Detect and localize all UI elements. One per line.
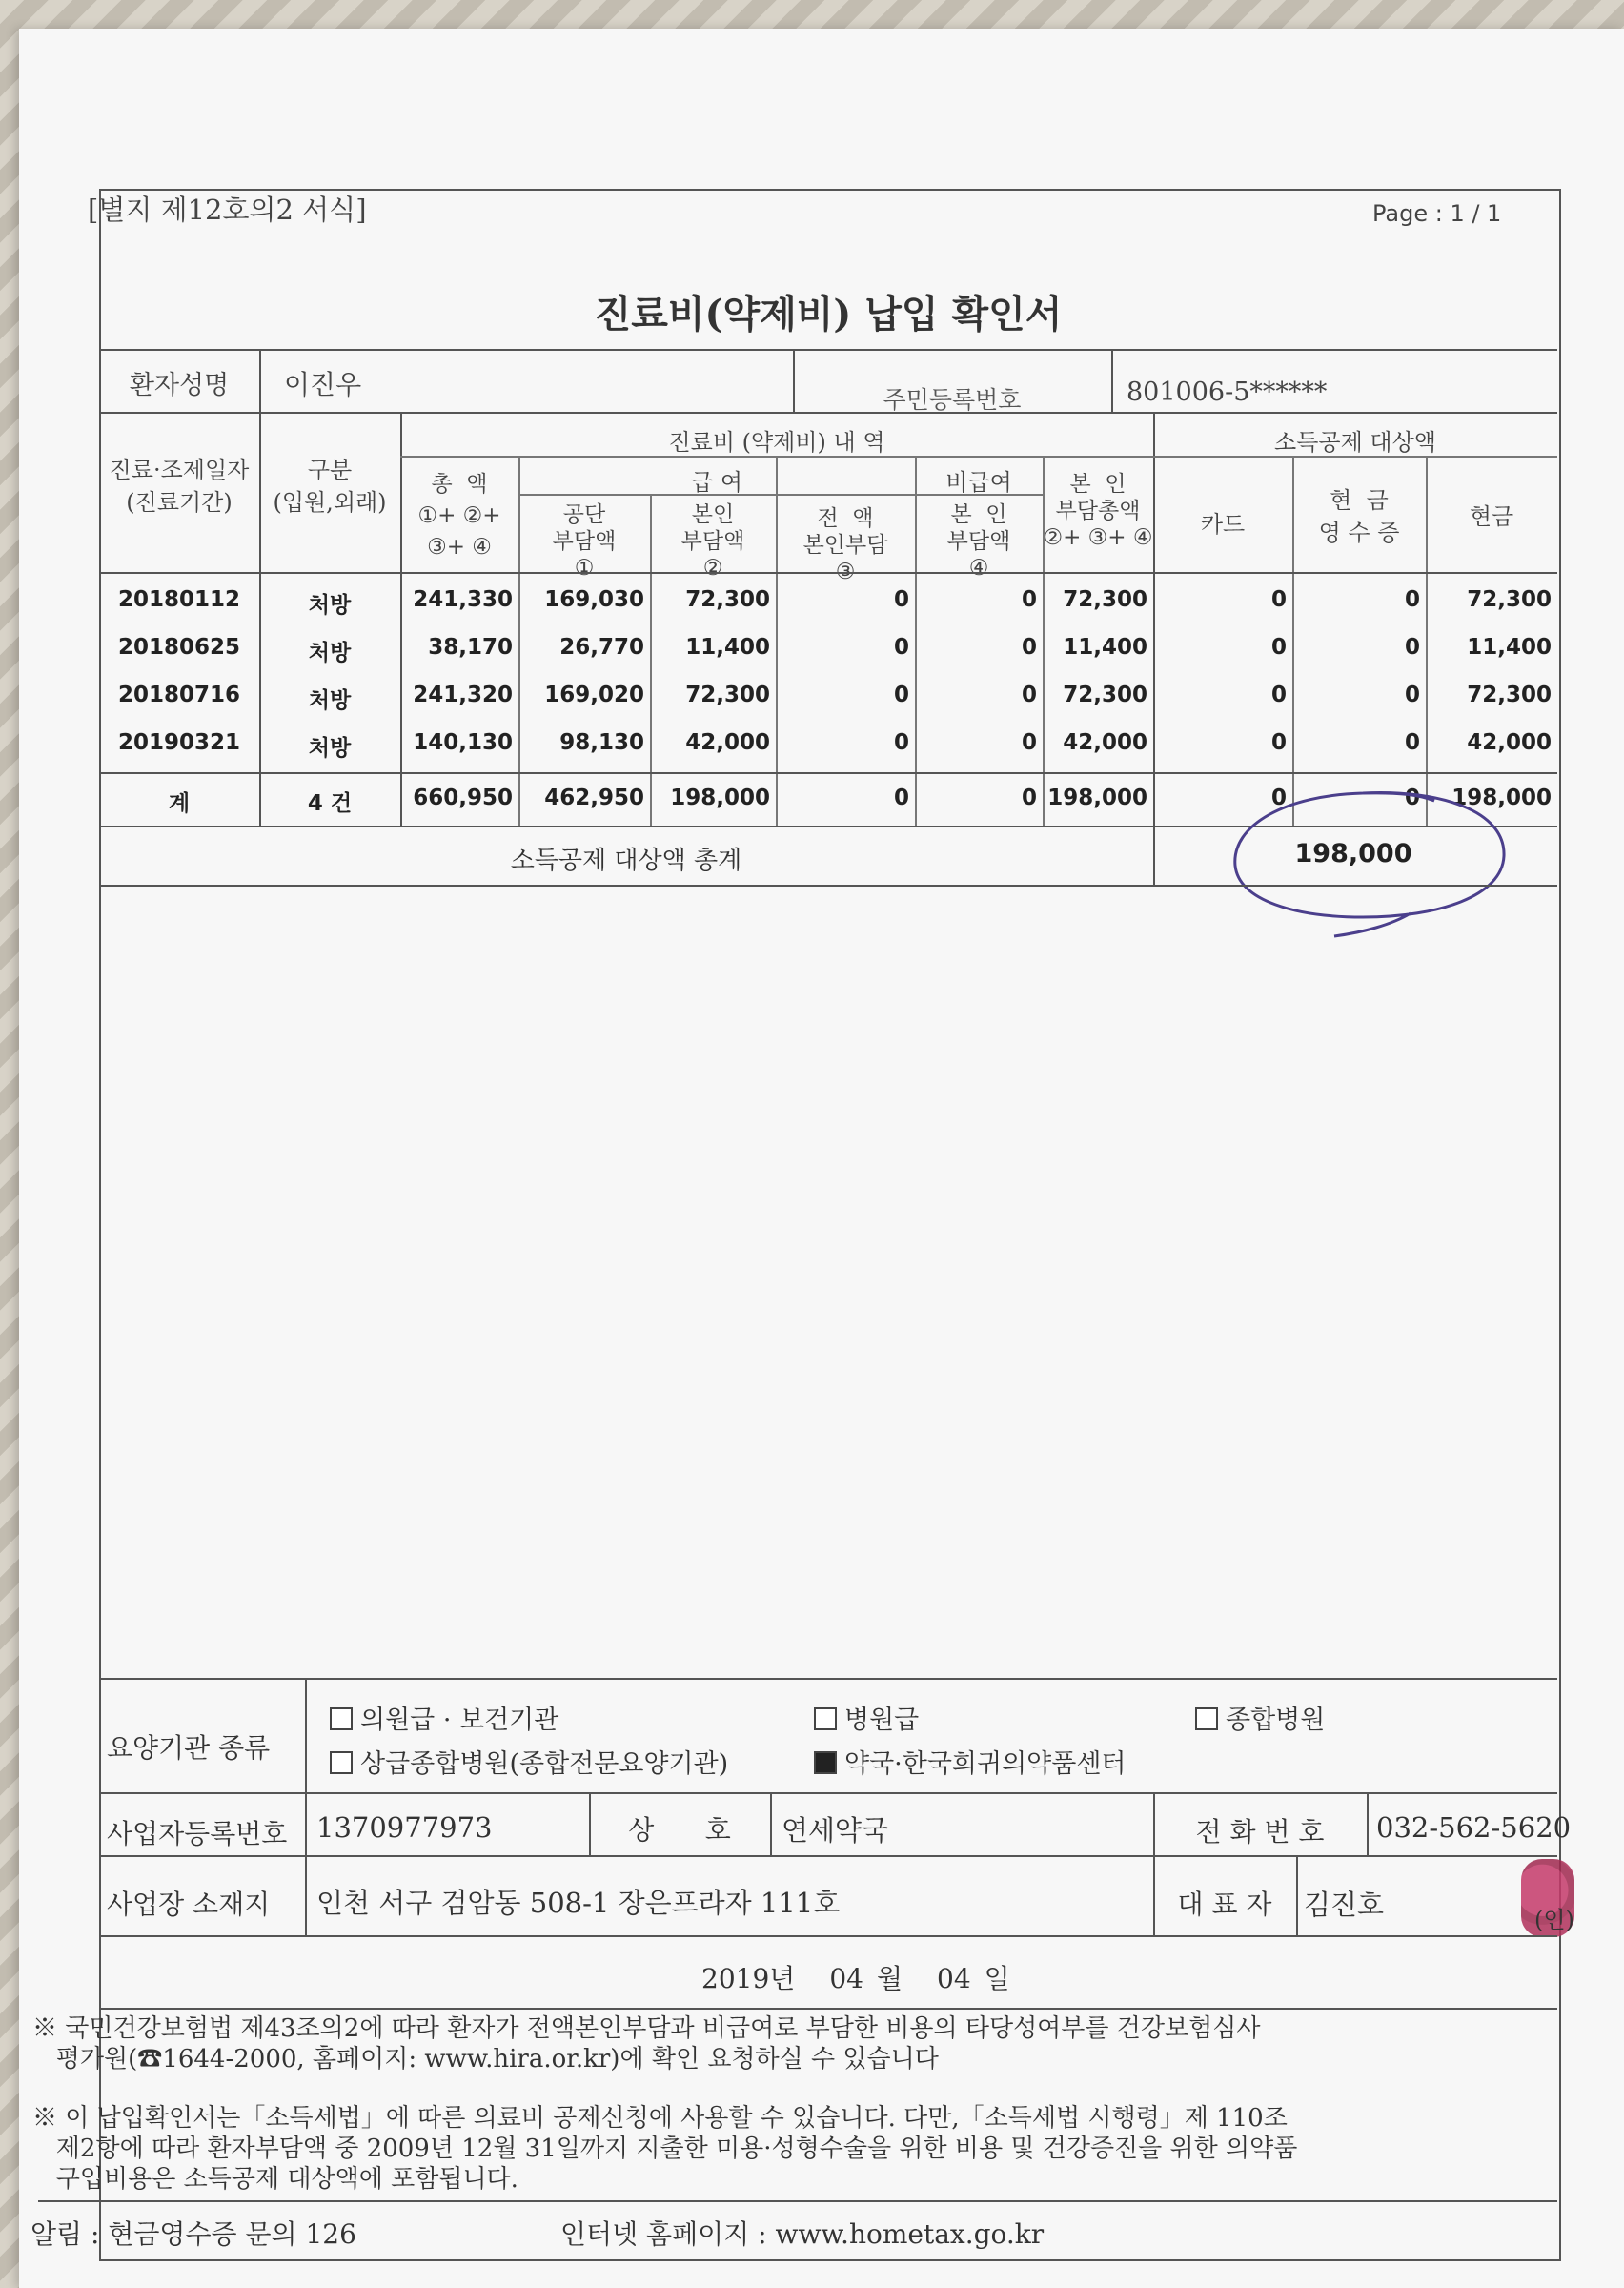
deduction-total-label: 소득공제 대상액 총계 bbox=[510, 847, 742, 875]
cell-card: 0 bbox=[1270, 786, 1287, 810]
note-review-request: ※ 국민건강보험법 제43조의2에 따라 환자가 전액본인부담과 비급여로 부담한 비용의 타당성여부를 건강보험심사 평가원(☎1644-2000, 홈페이지: www.hira.or.kr)에 확인 요청하실 수 있습니다 bbox=[32, 2014, 1261, 2074]
cell-card: 0 bbox=[1270, 730, 1287, 755]
checkbox-hospital[interactable] bbox=[814, 1707, 837, 1730]
day-unit: 일 bbox=[984, 1963, 1010, 1994]
business-name-label: 상 호 bbox=[628, 1814, 731, 1846]
option-label: 의원급 · 보건기관 bbox=[360, 1706, 559, 1735]
rule bbox=[99, 1935, 1557, 1937]
business-address: 인천 서구 검암동 508-1 장은프라자 111호 bbox=[316, 1887, 841, 1919]
phone-label: 전 화 번 호 bbox=[1195, 1816, 1325, 1848]
self-total-column-header: 본 인 부담총액 ②+ ③+ ④ bbox=[1043, 472, 1153, 550]
benefit-header: 급 여 bbox=[691, 469, 742, 496]
cell-self-total: 42,000 bbox=[1063, 730, 1147, 755]
phone-number: 032-562-5620 bbox=[1376, 1811, 1572, 1844]
cell-total: 660,950 bbox=[413, 786, 513, 810]
patient-name-label: 환자성명 bbox=[129, 371, 230, 400]
cell-public: 26,770 bbox=[559, 635, 644, 660]
cell-cash: 72,300 bbox=[1467, 587, 1552, 612]
cell-self-total: 72,300 bbox=[1063, 683, 1147, 707]
cell-full-self: 0 bbox=[893, 786, 909, 810]
patient-id-label: 주민등록번호 bbox=[883, 386, 1022, 414]
cell-full-self: 0 bbox=[893, 730, 909, 755]
issue-day: 04 bbox=[937, 1963, 971, 1994]
cell-cash: 42,000 bbox=[1467, 730, 1552, 755]
cell-cash-receipt: 0 bbox=[1404, 786, 1420, 810]
cell-full-self: 0 bbox=[893, 587, 909, 612]
rule bbox=[99, 349, 1557, 351]
checkbox-clinic[interactable] bbox=[330, 1707, 353, 1730]
cell-type: 처방 bbox=[308, 688, 352, 713]
cell-public: 169,030 bbox=[544, 587, 644, 612]
cell-cash: 11,400 bbox=[1467, 635, 1552, 660]
cell-total: 241,330 bbox=[413, 587, 513, 612]
checkbox-pharmacy[interactable] bbox=[814, 1751, 837, 1774]
option-clinic[interactable] bbox=[330, 1699, 558, 1736]
cell-cash-receipt: 0 bbox=[1404, 730, 1420, 755]
rule bbox=[1153, 412, 1155, 826]
rule bbox=[1153, 826, 1155, 885]
cell-self: 42,000 bbox=[685, 730, 770, 755]
cell-self: 198,000 bbox=[670, 786, 770, 810]
cell-nonbenefit: 0 bbox=[1021, 683, 1037, 707]
rule bbox=[99, 572, 1557, 574]
rule bbox=[38, 2200, 1557, 2202]
cell-total: 140,130 bbox=[413, 730, 513, 755]
cell-type: 처방 bbox=[308, 593, 352, 618]
cash-receipt-column-header: 현 금 영 수 증 bbox=[1318, 487, 1400, 546]
rule bbox=[1111, 349, 1113, 412]
cell-total: 38,170 bbox=[428, 635, 513, 660]
rule bbox=[99, 885, 1557, 887]
patient-name: 이진우 bbox=[284, 369, 362, 400]
cell-nonbenefit: 0 bbox=[1021, 635, 1037, 660]
cell-cash-receipt: 0 bbox=[1404, 587, 1420, 612]
option-pharmacy[interactable] bbox=[814, 1743, 1126, 1780]
full-self-column-header: 전 액 본인부담 ③ bbox=[802, 506, 888, 584]
issue-month: 04 bbox=[829, 1963, 863, 1994]
cell-type: 4 건 bbox=[307, 791, 353, 816]
option-general-hospital[interactable] bbox=[1195, 1699, 1325, 1736]
rule bbox=[99, 1792, 1557, 1794]
cell-self-total: 72,300 bbox=[1063, 587, 1147, 612]
cell-self-total: 11,400 bbox=[1063, 635, 1147, 660]
option-label: 상급종합병원(종합전문요양기관) bbox=[360, 1749, 729, 1779]
cell-date: 20190321 bbox=[117, 730, 241, 755]
footer-website: 인터넷 홈페이지 : www.hometax.go.kr bbox=[560, 2218, 1045, 2250]
cell-card: 0 bbox=[1270, 587, 1287, 612]
cell-cash: 72,300 bbox=[1467, 683, 1552, 707]
checkbox-tertiary-hospital[interactable] bbox=[330, 1751, 353, 1774]
business-name: 연세약국 bbox=[782, 1814, 889, 1847]
issue-date bbox=[701, 1958, 1010, 1996]
seal-mark: (인) bbox=[1534, 1907, 1574, 1933]
month-unit: 월 bbox=[876, 1963, 903, 1994]
category-column-header: 구분 (입원,외래) bbox=[273, 457, 387, 516]
cell-nonbenefit: 0 bbox=[1021, 786, 1037, 810]
total-column-header: 총 액 ①+ ②+ ③+ ④ bbox=[417, 472, 501, 560]
cell-card: 0 bbox=[1270, 683, 1287, 707]
institution-type-label: 요양기관 종류 bbox=[107, 1732, 271, 1764]
cell-type: 처방 bbox=[308, 641, 352, 665]
cell-self: 11,400 bbox=[685, 635, 770, 660]
representative-label: 대 표 자 bbox=[1177, 1889, 1272, 1920]
footer-notice: 알림 : 현금영수증 문의 126 bbox=[30, 2218, 356, 2250]
cell-public: 169,020 bbox=[544, 683, 644, 707]
address-label: 사업장 소재지 bbox=[107, 1889, 271, 1920]
option-label: 종합병원 bbox=[1226, 1706, 1326, 1735]
cell-cash: 198,000 bbox=[1451, 786, 1552, 810]
cell-date: 20180112 bbox=[117, 587, 241, 612]
public-column-header: 공단 부담액 ① bbox=[552, 502, 617, 581]
self-column-header: 본인 부담액 ② bbox=[680, 502, 745, 581]
document-paper bbox=[19, 29, 1624, 2288]
document-title: 진료비(약제비) 납입 확인서 bbox=[594, 292, 1063, 337]
note-tax-deduction: ※ 이 납입확인서는「소득세법」에 따른 의료비 공제신청에 사용할 수 있습니다. 다만,「소득세법 시행령」제 110조 제2항에 따라 환자부담액 중 2009년 12월 31일까지 지출한 미용·성형수술을 위한 비용 및 건강증진을 위한 의약품 구입비용은 소득공제 대상액에 포함됩니다. bbox=[32, 2104, 1298, 2194]
patient-id-number: 801006-5****** bbox=[1127, 378, 1328, 407]
cell-date: 20180716 bbox=[117, 683, 241, 707]
nonbenefit-header: 비급여 bbox=[945, 469, 1012, 496]
cell-cash-receipt: 0 bbox=[1404, 683, 1420, 707]
option-label: 병원급 bbox=[844, 1706, 920, 1735]
rule bbox=[99, 1855, 1557, 1857]
cell-self: 72,300 bbox=[685, 683, 770, 707]
representative-name: 김진호 bbox=[1304, 1889, 1385, 1921]
rule bbox=[99, 412, 1557, 414]
cell-public: 462,950 bbox=[544, 786, 644, 810]
rule bbox=[1367, 1792, 1369, 1855]
year-unit: 년 bbox=[769, 1963, 796, 1994]
cell-card: 0 bbox=[1270, 635, 1287, 660]
rule bbox=[305, 1678, 307, 1935]
checkbox-general-hospital[interactable] bbox=[1195, 1707, 1218, 1730]
hand-drawn-circle bbox=[1220, 782, 1515, 944]
option-tertiary-hospital[interactable] bbox=[330, 1743, 728, 1780]
option-label: 약국·한국희귀의약품센터 bbox=[844, 1749, 1127, 1779]
business-reg-label: 사업자등록번호 bbox=[107, 1818, 288, 1849]
rule bbox=[99, 1678, 1557, 1680]
rule bbox=[770, 1792, 772, 1855]
details-header: 진료비 (약제비) 내 역 bbox=[668, 429, 885, 456]
cell-nonbenefit: 0 bbox=[1021, 730, 1037, 755]
cell-type: 처방 bbox=[308, 736, 352, 761]
date-column-header: 진료·조제일자 (진료기간) bbox=[109, 457, 250, 516]
cell-date: 계 bbox=[168, 791, 191, 816]
cell-total: 241,320 bbox=[413, 683, 513, 707]
cell-nonbenefit: 0 bbox=[1021, 587, 1037, 612]
business-reg-number: 1370977973 bbox=[316, 1811, 493, 1844]
rule bbox=[1296, 1855, 1298, 1935]
cell-self-total: 198,000 bbox=[1047, 786, 1147, 810]
cell-full-self: 0 bbox=[893, 683, 909, 707]
option-hospital[interactable] bbox=[814, 1699, 919, 1736]
cell-public: 98,130 bbox=[559, 730, 644, 755]
page-indicator: Page : 1 / 1 bbox=[1372, 200, 1502, 227]
deduction-header: 소득공제 대상액 bbox=[1274, 429, 1436, 456]
nonbenefit-self-column-header: 본 인 부담액 ④ bbox=[946, 502, 1011, 581]
issue-year: 2019 bbox=[701, 1963, 770, 1994]
cell-full-self: 0 bbox=[893, 635, 909, 660]
rule bbox=[99, 2008, 1557, 2010]
form-number: [별지 제12호의2 서식] bbox=[88, 194, 367, 226]
card-column-header: 카드 bbox=[1200, 511, 1246, 538]
deduction-total-value: 198,000 bbox=[1294, 839, 1412, 868]
cell-date: 20180625 bbox=[117, 635, 241, 660]
cell-self: 72,300 bbox=[685, 587, 770, 612]
rule bbox=[99, 772, 1557, 774]
cash-column-header: 현금 bbox=[1469, 503, 1514, 530]
cell-cash-receipt: 0 bbox=[1404, 635, 1420, 660]
